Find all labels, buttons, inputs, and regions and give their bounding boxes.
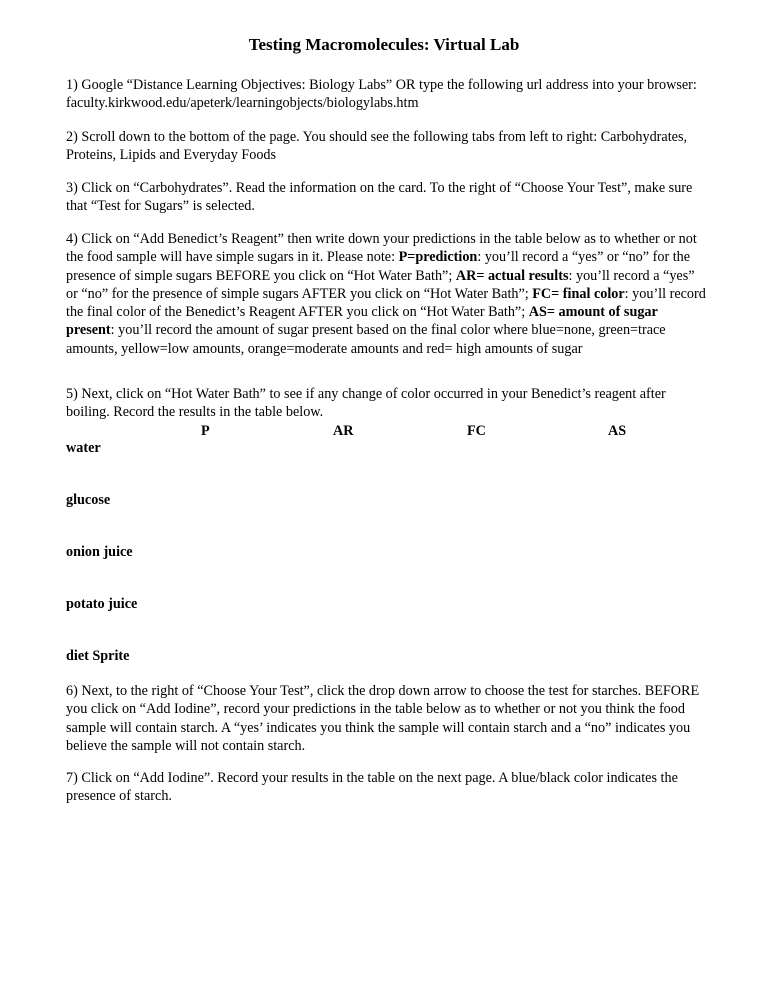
step-6: 6) Next, to the right of “Choose Your Test”, click the drop down arrow to choose the test for starches. BEFORE you click on “Add Iodine”, record your predictions in the table below as to whether or not you think the food sample will contain starch. A “yes’ indicates you think the sample will contain starch and a “no” indicates you believe the sample will not contain starch. (66, 683, 700, 754)
step-2: 2) Scroll down to the bottom of the page. You should see the following tabs from left to right: Carbohydrates, Proteins, Lipids and Everyday Foods (66, 129, 688, 164)
step-4-text-2: : you’ll record a “yes” or “no” for the presence of simple sugars BEFORE you click on “Hot Water Bath”; (66, 249, 691, 284)
step-4-term-amount-sugar: AS= amount of sugar present (66, 304, 658, 339)
step-4-term-final-color: FC= final color (532, 285, 625, 302)
row-label-glucose: glucose (66, 492, 111, 508)
step-7: 7) Click on “Add Iodine”. Record your results in the table on the next page. A blue/black color indicates the presence of starch. (66, 770, 678, 805)
row-label-onion-juice: onion juice (66, 544, 133, 560)
step-4-text-1: 4) Click on “Add Benedict’s Reagent” then write down your predictions in the table below as to whether or not the food sample will have simple sugars in it. Please note: (66, 231, 697, 266)
column-header-p: P (201, 423, 210, 439)
column-header-fc: FC (467, 423, 486, 439)
step-5: 5) Next, click on “Hot Water Bath” to see if any change of color occurred in your Benedict’s reagent after boiling. Record the results in the table below. (66, 386, 666, 421)
row-label-potato-juice: potato juice (66, 596, 138, 612)
column-header-as: AS (608, 423, 627, 439)
row-label-water: water (66, 440, 101, 456)
step-4-text-5: : you’ll record the amount of sugar present based on the final color where blue=none, green=trace amounts, yellow=low amounts, orange=moderate amounts and red= high amounts of sugar (66, 322, 666, 357)
page-title: Testing Macromolecules: Virtual Lab (248, 35, 520, 54)
step-4-term-prediction: P=prediction (398, 249, 478, 266)
step-4 (66, 230, 706, 358)
step-1: 1) Google “Distance Learning Objectives: Biology Labs” OR type the following url address into your browser: faculty.kirkwood.edu/apeterk/learningobjects/biologylabs.htm (66, 77, 697, 112)
row-label-diet-sprite: diet Sprite (66, 648, 130, 664)
step-4-text-3: : you’ll record a “yes” or “no” for the presence of simple sugars AFTER you click on “Hot Water Bath”; (66, 267, 695, 302)
step-4-term-actual-results: AR= actual results (455, 267, 569, 284)
column-header-ar: AR (333, 423, 354, 439)
step-3: 3) Click on “Carbohydrates”. Read the information on the card. To the right of “Choose Your Test”, make sure that “Test for Sugars” is selected. (66, 180, 693, 215)
step-4-text-4: : you’ll record the final color of the Benedict’s Reagent AFTER you click on “Hot Water Bath”; (66, 285, 706, 321)
